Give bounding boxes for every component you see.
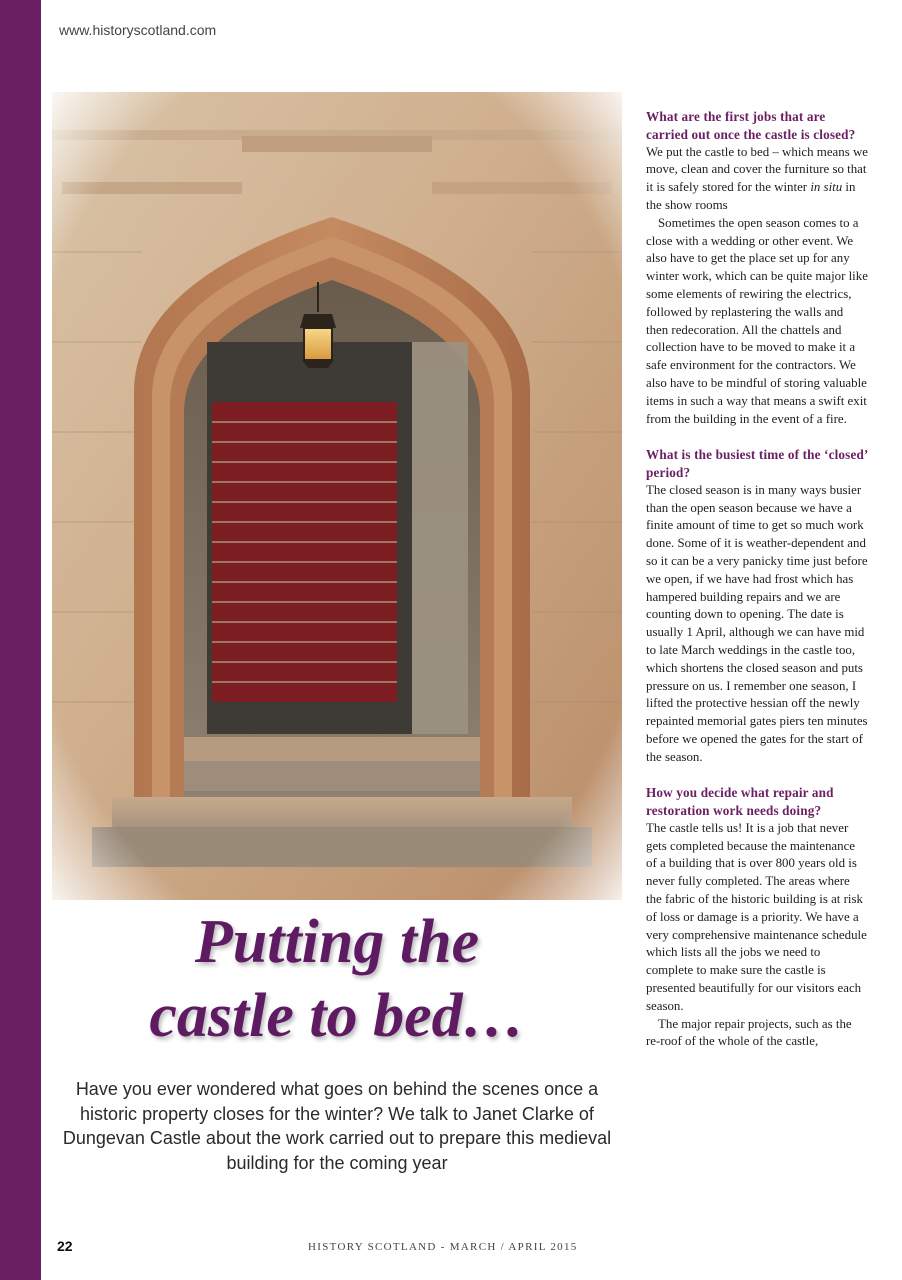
answer-paragraph: We put the castle to bed – which means we move, clean and cover the furniture so that it is safely stored for the winter in situ in the show rooms — [646, 144, 868, 212]
site-url: www.historyscotland.com — [59, 22, 217, 38]
castle-doorway-photo — [52, 92, 622, 900]
question-heading: What are the first jobs that are carried out once the castle is closed? — [646, 109, 856, 142]
answer-paragraph: Sometimes the open season comes to a close with a wedding or other event. We also have to get the place set up for any winter work, which can be quite major like some elements of rewiring the electrics, followed by replastering the walls and then redecoration. All the chattels and collection have to be moved to make it a safe environment for the contractors. We also have to be mindful of storing valuable items in such a way that means a swift exit from the building in the event of a fire. — [646, 215, 868, 426]
question-heading: How you decide what repair and restoration work needs doing? — [646, 785, 834, 819]
title-line-1: Putting the — [194, 908, 480, 976]
running-footer: HISTORY SCOTLAND - MARCH / APRIL 2015 — [308, 1241, 578, 1253]
article-title — [52, 905, 622, 1053]
article-column — [646, 108, 868, 1051]
side-color-strip — [0, 0, 41, 1280]
answer-paragraph: The major repair projects, such as the re-roof of the whole of the castle, — [646, 1016, 852, 1049]
answer-paragraph: The castle tells us! It is a job that never gets completed because the maintenance of a building that is over 800 years old is never fully completed. The areas where the fabric of the historic building is at risk of loss or damage is a priority. We have a very comprehensive maintenance schedule which lists all the jobs we need to complete to make sure the castle is presented beautifully for our visitors each season. — [646, 820, 867, 1013]
title-line-2: castle to bed… — [149, 982, 525, 1050]
page-number: 22 — [57, 1238, 73, 1254]
standfirst: Have you ever wondered what goes on behind the scenes once a historic property closes for the winter? We talk to Janet Clarke of Dungevan Castle about the work carried out to prepare this medieval building for the coming year — [62, 1079, 612, 1173]
answer-paragraph: The closed season is in many ways busier than the open season because we have a finite amount of time to get so much work done. Some of it is weather-dependent and so it can be a very panicky time just before we open, if we have had frost which has hampered building repairs and we are counting down to opening. The date is usually 1 April, although we can have mid to late March weddings in the castle too, which shortens the closed season and puts pressure on us. I remember one season, I lifted the protective hessian off the newly repainted memorial gates piers ten minutes before we opened the gates for the start of the season. — [646, 482, 868, 764]
question-heading: What is the busiest time of the ‘closed’ period? — [646, 447, 868, 480]
